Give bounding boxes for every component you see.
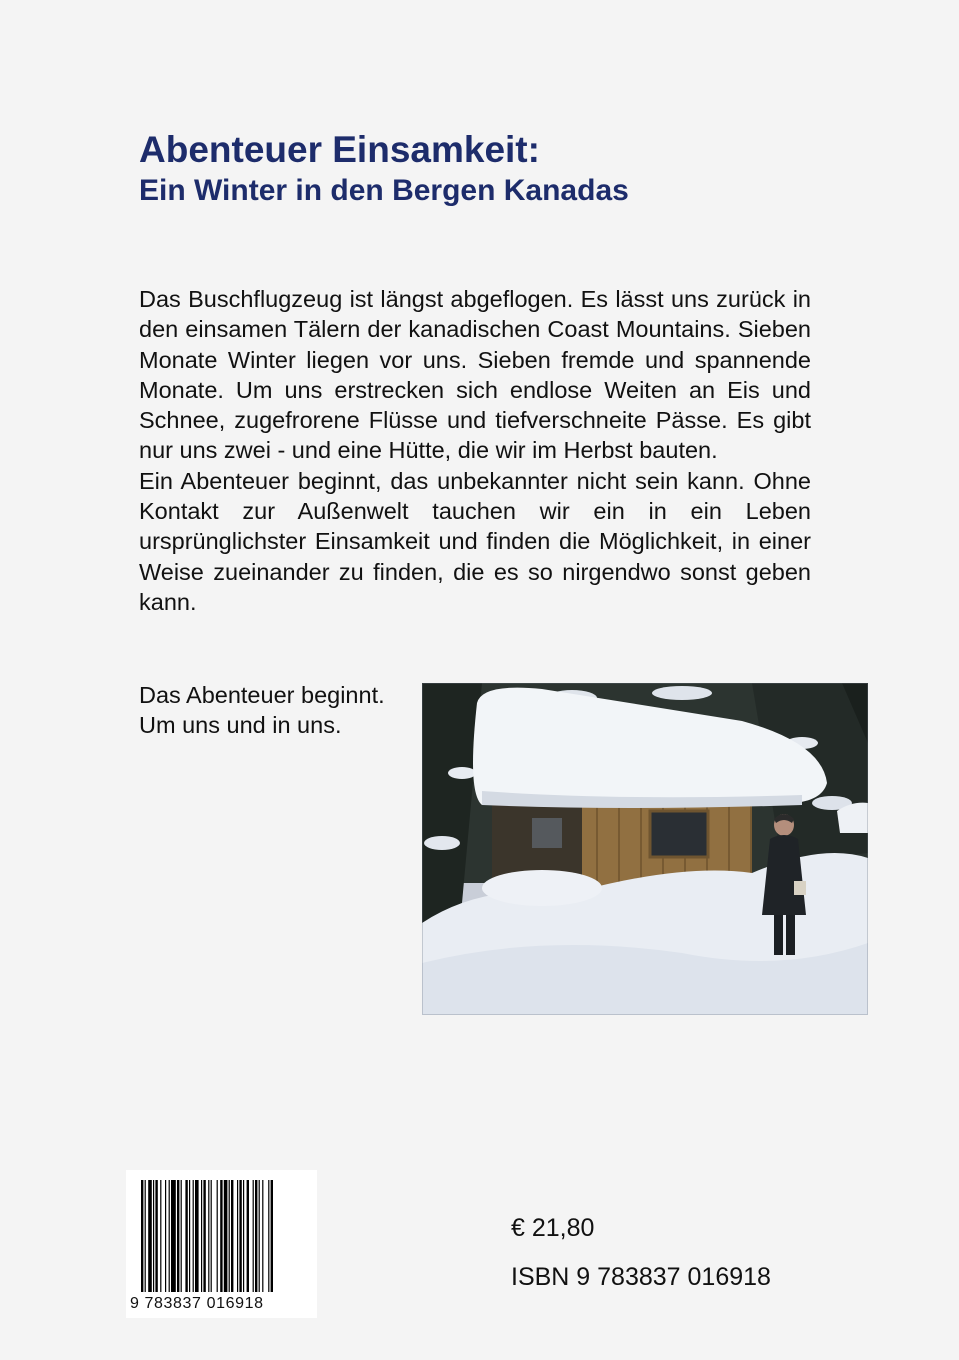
barcode-bar bbox=[195, 1180, 199, 1292]
barcode-bar bbox=[148, 1180, 152, 1292]
barcode-bar bbox=[181, 1180, 182, 1292]
barcode-bar bbox=[153, 1180, 154, 1292]
barcode-bar bbox=[262, 1180, 263, 1292]
blurb-paragraph-2: Ein Abenteuer beginnt, das unbekannter nicht sein kann. Ohne Kontakt zur Außenwelt tauchen wir ein in ein Leben ursprünglichster Einsamkeit und finden die Möglichkeit, in einer Weise zueinander zu finden, die es so nirgendwo sonst geben kann. bbox=[139, 467, 811, 615]
barcode-bar bbox=[237, 1180, 238, 1292]
blurb-paragraph-1: Das Buschflugzeug ist längst abgeflogen. Es lässt uns zurück in den einsamen Tälern der kanadischen Coast Mountains. Sieben Monate Winter liegen vor uns. Sieben fremde und spannende Monate. Um uns erstrecken sich endlose Weiten an Eis und Schnee, zugefrorene Flüsse und tiefverschneite Pässe. Es gibt nur uns zwei - und eine Hütte, die wir im Herbst bauten. bbox=[139, 286, 811, 464]
barcode-bar bbox=[211, 1180, 212, 1292]
barcode-bar bbox=[160, 1180, 161, 1292]
barcode-bar bbox=[220, 1180, 222, 1292]
barcode-bar bbox=[193, 1180, 194, 1292]
barcode-bar bbox=[145, 1180, 146, 1292]
barcode-bar bbox=[243, 1180, 244, 1292]
closing-line-2: Um uns und in uns. bbox=[139, 712, 342, 739]
barcode-bar bbox=[165, 1180, 166, 1292]
book-title bbox=[139, 128, 629, 210]
barcode-bar bbox=[185, 1180, 187, 1292]
barcode-bar bbox=[247, 1180, 249, 1292]
barcode-bar bbox=[177, 1180, 179, 1292]
barcode-bar bbox=[224, 1180, 228, 1292]
barcode-bar bbox=[253, 1180, 254, 1292]
closing-lines bbox=[139, 680, 385, 741]
price: € 21,80 bbox=[511, 1214, 595, 1242]
barcode-bar bbox=[217, 1180, 218, 1292]
blurb bbox=[139, 284, 811, 617]
barcode-bar bbox=[239, 1180, 241, 1292]
title-main: Abenteuer Einsamkeit: bbox=[139, 129, 540, 170]
closing-line-1: Das Abenteuer beginnt. bbox=[139, 682, 385, 708]
barcode-bar bbox=[201, 1180, 202, 1292]
barcode-bar bbox=[155, 1180, 157, 1292]
barcode-bars bbox=[141, 1180, 307, 1298]
barcode-bar bbox=[208, 1180, 209, 1292]
title-subtitle: Ein Winter in den Bergen Kanadas bbox=[139, 174, 629, 207]
barcode bbox=[126, 1170, 317, 1318]
isbn: ISBN 9 783837 016918 bbox=[511, 1263, 771, 1291]
barcode-bar bbox=[255, 1180, 257, 1292]
barcode-bar bbox=[171, 1180, 176, 1292]
barcode-bar bbox=[141, 1180, 143, 1292]
barcode-digits: 9 783837 016918 bbox=[130, 1295, 264, 1312]
barcode-bar bbox=[203, 1180, 205, 1292]
barcode-bar bbox=[169, 1180, 170, 1292]
barcode-bar bbox=[259, 1180, 260, 1292]
barcode-bar bbox=[268, 1180, 269, 1292]
cabin-photo bbox=[422, 683, 868, 1015]
barcode-bar bbox=[189, 1180, 190, 1292]
barcode-bar bbox=[229, 1180, 230, 1292]
barcode-bar bbox=[231, 1180, 233, 1292]
barcode-bar bbox=[271, 1180, 273, 1292]
